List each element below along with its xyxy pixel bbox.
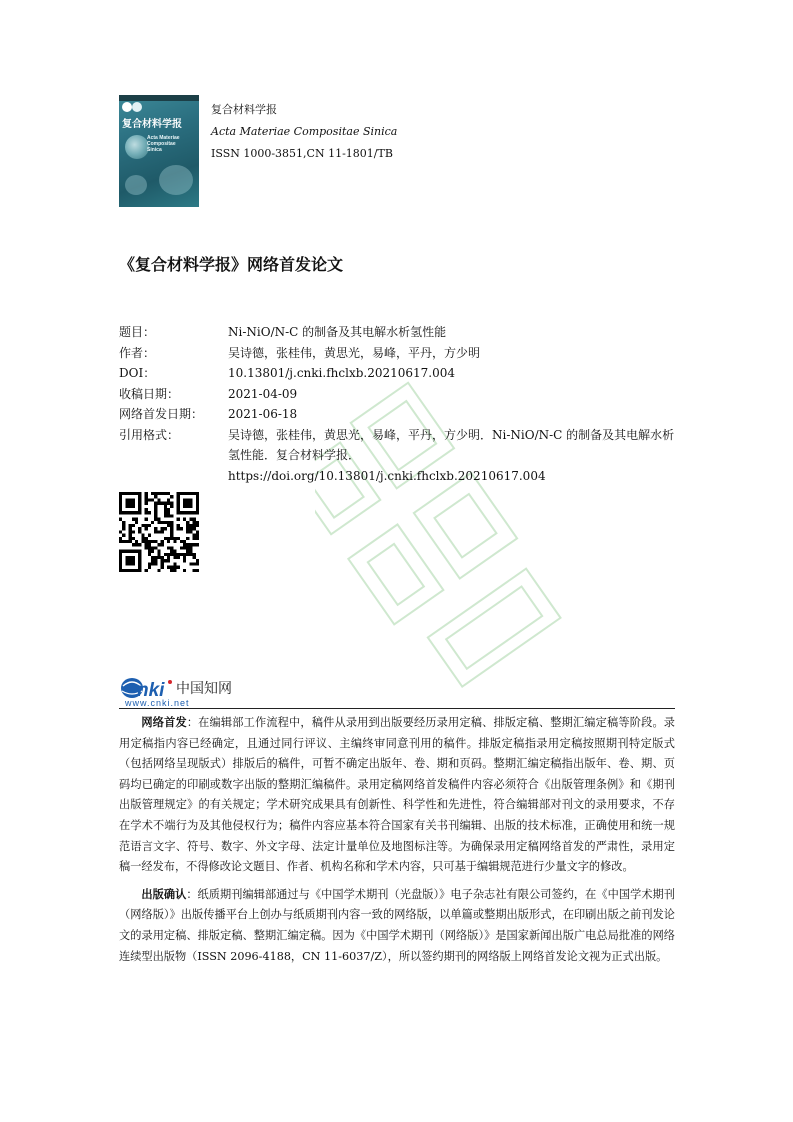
cover-subtitle-line: Compositae (147, 141, 176, 147)
citation-url-link[interactable]: https://doi.org/10.13801/j.cnki.fhclxb.20210617.004 (228, 468, 546, 483)
cnki-logo-text: nki (137, 680, 165, 701)
meta-row-citation-url (119, 466, 679, 487)
meta-row-authors (119, 343, 679, 364)
paragraph-text: ：在编辑部工作流程中，稿件从录用到出版要经历录用定稿、排版定稿、整期汇编定稿等阶段。录用定稿指内容已经确定，且通过同行评议、主编终审同意刊用的稿件。排版定稿指录用定稿按照期刊特定版式（包括网络呈现版式）排版后的稿件，可暂不确定出版年、卷、期和页码。整期汇编定稿指出版年、卷、期、页码均已确定的印刷或数字出版的整期汇编稿件。录用定稿网络首发稿件内容必须符合《出版管理条例》和《期刊出版管理规定》的有关规定；学术研究成果具有创新性、科学性和先进性，符合编辑部对刊文的录用要求，不存在学术不端行为及其他侵权行为；稿件内容应基本符合国家有关书刊编辑、出版的技术标准，正确使用和统一规范语言文字、符号、数字、外文字母、法定计量单位及地图标注等。为确保录用定稿网络首发的严肃性，录用定稿一经发布，不得修改论文题目、作者、机构名称和学术内容，只可基于编辑规范进行少量文字的修改。 (119, 716, 675, 874)
journal-name-en: Acta Materiae Compositae Sinica (211, 125, 398, 138)
meta-row-doi (119, 363, 679, 384)
cover-sphere-image (125, 135, 149, 159)
meta-value[interactable]: 10.13801/j.cnki.fhclxb.20210617.004 (228, 366, 455, 380)
journal-cover (119, 95, 199, 207)
paragraph-heading: 网络首发 (141, 715, 187, 729)
cover-subtitle-line: Sinica (147, 147, 162, 153)
meta-label: 收稿日期： (119, 386, 180, 401)
meta-label: DOI： (119, 366, 156, 380)
paragraph-heading: 出版确认 (141, 886, 187, 901)
cnki-url: www.cnki.net (125, 698, 190, 708)
cover-decoration (159, 165, 193, 195)
paragraph-text: ：纸质期刊编辑部通过与《中国学术期刊（光盘版）》电子杂志社有限公司签约，在《中国学术期刊（网络版）》出版传播平台上创办与纸质期刊内容一致的网络版，以单篇或整期出版形式，在印刷出版之前刊发论文的录用定稿、排版定稿、整期汇编定稿。因为《中国学术期刊（网络版）》是国家新闻出版广电总局批准的网络连续型出版物（ISSN 2096-4188，CN 11-6037/Z），所以签约期刊的网络版上网络首发论文视为正式出版。 (119, 887, 675, 963)
meta-label (119, 466, 228, 487)
cover-subtitle-line: Acta Materiae (147, 135, 180, 141)
notice-paragraph-online-first (119, 712, 675, 878)
cover-subtitle (147, 135, 197, 153)
page-title: 《复合材料学报》网络首发论文 (119, 255, 344, 274)
cover-top-band (119, 95, 199, 101)
journal-name-cn: 复合材料学报 (211, 103, 277, 116)
meta-row-online-date (119, 404, 679, 425)
cnki-logo-cn: 中国知网 (176, 681, 232, 697)
meta-value: Ni-NiO/N-C 的制备及其电解水析氢性能 (228, 325, 447, 339)
meta-label: 网络首发日期： (119, 407, 204, 421)
cover-title: 复合材料学报 (122, 119, 182, 130)
meta-row-received (119, 384, 679, 405)
qr-code-icon (119, 492, 199, 572)
journal-issn: ISSN 1000-3851,CN 11-1801/TB (211, 147, 393, 160)
notice-body (119, 712, 675, 973)
meta-row-title (119, 322, 679, 343)
cover-decoration (125, 175, 147, 195)
meta-value: 吴诗德，张桂伟，黄思光，易峰，平丹，方少明 (228, 345, 481, 360)
meta-value: 吴诗德，张桂伟，黄思光，易峰，平丹，方少明．Ni-NiO/N-C 的制备及其电解水析氢性能．复合材料学报． (228, 427, 675, 462)
meta-label: 作者： (119, 345, 156, 360)
meta-row-citation (119, 425, 679, 466)
meta-label: 题目： (119, 325, 156, 339)
journal-info (211, 99, 397, 165)
meta-value: 2021-06-18 (228, 407, 298, 421)
cover-c-logo (122, 102, 132, 112)
meta-label: 引用格式： (119, 427, 180, 442)
cnki-logo (119, 672, 239, 710)
notice-paragraph-publication (119, 884, 675, 967)
article-metadata (119, 322, 679, 486)
cover-logo-mark (132, 102, 142, 112)
divider (119, 708, 675, 709)
meta-value: 2021-04-09 (228, 386, 298, 401)
